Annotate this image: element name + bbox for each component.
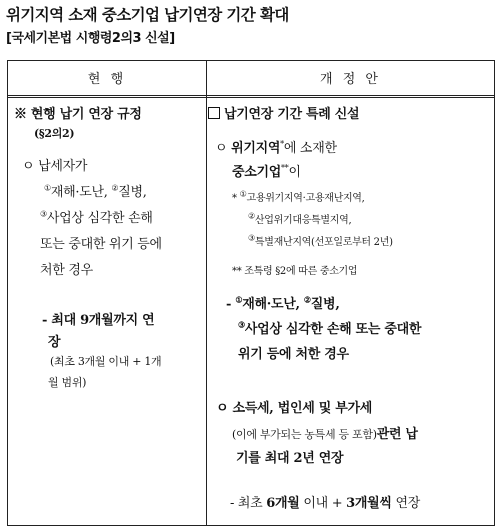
footnote-1 — [232, 189, 365, 204]
fn-circled-1: ① — [239, 189, 247, 199]
fn-circled-3: ③ — [248, 233, 255, 243]
right-heading — [208, 103, 359, 122]
left-note-1: (최초 3개월 이내 + 1개 — [50, 355, 162, 368]
right-item-line-1 — [215, 137, 337, 156]
dash: - — [226, 297, 236, 312]
footnote-4: ** 조특령 §2에 따른 중소기업 — [232, 266, 358, 277]
ext-6m: 6개월 — [266, 496, 300, 511]
left-ref: (§2의2) — [34, 127, 75, 140]
d-illness: 질병, — [310, 297, 340, 312]
ext-3m: 3개월씩 — [346, 496, 392, 511]
right-detail-1 — [226, 293, 340, 312]
right-detail-2 — [238, 318, 421, 337]
fn-text-2: 산업위기대응특별지역, — [254, 215, 352, 226]
fn-text-3: 특별재난지역(선포일로부터 2년) — [254, 237, 393, 248]
column-divider — [206, 61, 207, 525]
tax-related: 관련 납 — [376, 427, 418, 442]
left-max-1: - 최대 9개월까지 연 — [42, 313, 155, 328]
right-extension — [230, 492, 420, 511]
circled-3: ③ — [40, 209, 47, 219]
checkbox-icon — [208, 107, 220, 119]
footnote-3 — [248, 233, 393, 248]
left-item-lead: ㅇ 납세자가 — [22, 159, 88, 174]
header-current: 현 행 — [87, 72, 127, 87]
comparison-table — [7, 60, 495, 526]
ext-lead: - 최초 — [230, 496, 267, 511]
header-separator — [8, 95, 494, 98]
d-circled-2: ② — [303, 294, 311, 305]
left-note-2: 월 범위) — [48, 376, 87, 389]
sme: 중소기업 — [232, 165, 282, 180]
star-2: ** — [281, 163, 289, 173]
right-item-line-2 — [232, 161, 301, 180]
right-heading-text: 납기연장 기간 특례 신설 — [224, 107, 360, 122]
left-illness: 질병, — [118, 185, 147, 200]
located-in: 에 소재한 — [283, 141, 337, 156]
ext-within: 이내 + — [299, 496, 347, 511]
left-line-1 — [44, 181, 147, 200]
left-line-3: 또는 중대한 위기 등에 — [40, 237, 162, 252]
d-disaster: 재해·도난, — [242, 297, 304, 312]
left-max-2: 장 — [48, 335, 61, 350]
tax-parenthetical: (이에 부가되는 농특세 등 포함) — [232, 428, 377, 441]
left-heading: ※ 현행 납기 연장 규정 — [14, 107, 142, 122]
star-1: * — [280, 139, 284, 149]
d-circled-3: ③ — [238, 319, 245, 330]
ext-tail: 연장 — [391, 496, 421, 511]
fn-text-1: 고용위기지역·고용재난지역, — [246, 193, 365, 204]
fn-circled-2: ② — [248, 211, 255, 221]
header-revised: 개 정 안 — [320, 72, 381, 87]
crisis-region: 위기지역 — [231, 141, 281, 156]
fn-star: * — [232, 193, 240, 204]
left-business-loss: 사업상 심각한 손해 — [46, 211, 153, 226]
footnote-2 — [248, 211, 351, 226]
page-subtitle: [국세기본법 시행령2의3 신설] — [6, 31, 175, 46]
right-tax-line-2 — [232, 423, 418, 442]
circled-2: ② — [111, 183, 119, 193]
left-line-2 — [40, 207, 153, 226]
d-circled-1: ① — [235, 294, 243, 305]
right-detail-3: 위기 등에 처한 경우 — [238, 347, 349, 362]
subject-particle: 이 — [288, 165, 301, 180]
right-tax-line-1: ㅇ 소득세, 법인세 및 부가세 — [216, 401, 372, 416]
circled-1: ① — [44, 183, 51, 193]
left-line-4: 처한 경우 — [40, 263, 93, 278]
d-business-loss: 사업상 심각한 손해 또는 중대한 — [244, 322, 422, 337]
left-disaster: 재해·도난, — [50, 185, 112, 200]
right-tax-line-3: 기를 최대 2년 연장 — [236, 451, 344, 466]
page-title: 위기지역 소재 중소기업 납기연장 기간 확대 — [6, 6, 289, 24]
bullet: ㅇ — [215, 141, 232, 156]
